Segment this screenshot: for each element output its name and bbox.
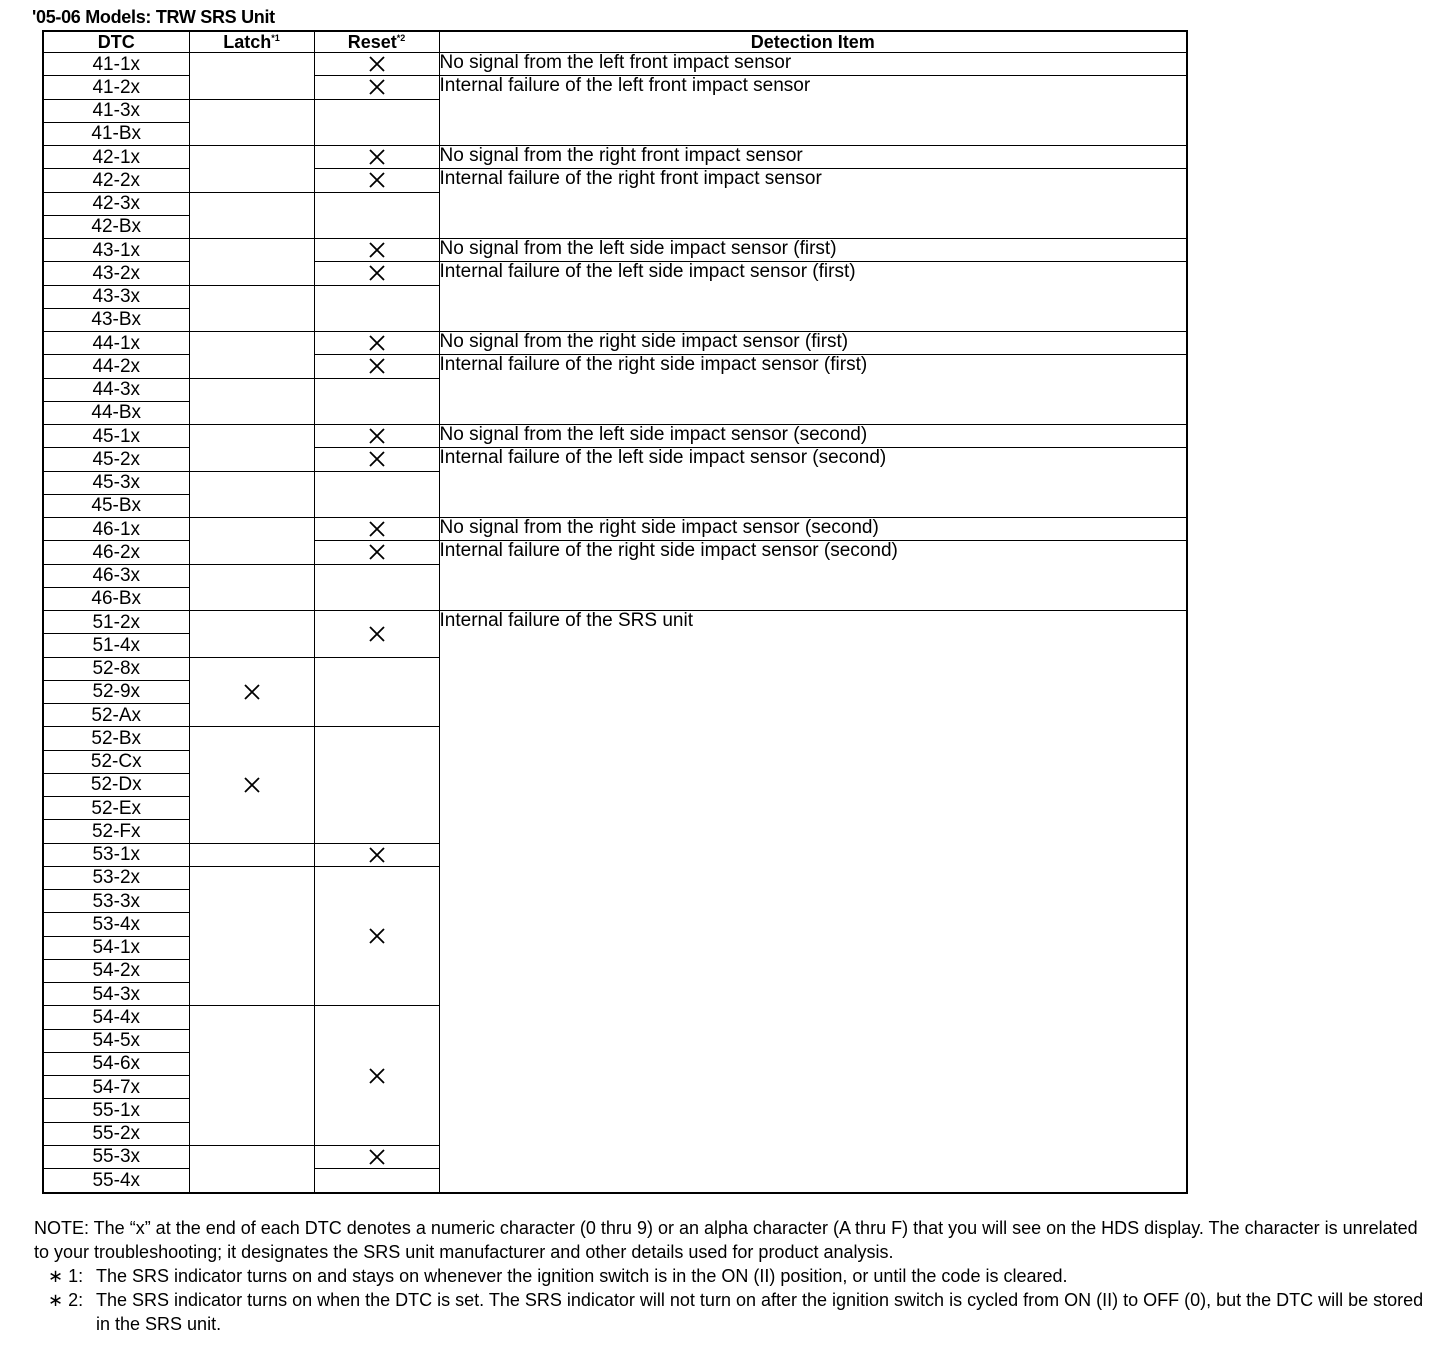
dtc-code: 42-2x [43, 169, 189, 192]
dtc-code: 43-1x [43, 239, 189, 262]
reset-x-icon [315, 335, 439, 351]
reset-cell [314, 332, 439, 355]
reset-cell [314, 843, 439, 866]
dtc-code: 54-6x [43, 1052, 189, 1075]
reset-cell [314, 76, 439, 99]
table-row [43, 239, 1187, 262]
dtc-code: 46-3x [43, 564, 189, 587]
dtc-code: 45-2x [43, 448, 189, 471]
footnote-1 [34, 1264, 1424, 1288]
detection-item: No signal from the left front impact sensor [439, 53, 1187, 76]
dtc-column-header: DTC [43, 31, 189, 53]
latch-x-icon [190, 684, 314, 700]
footnote-1-marker: ∗ 1: [48, 1266, 84, 1286]
dtc-code: 52-Fx [43, 820, 189, 843]
table-header-row [43, 31, 1187, 53]
detection-item: Internal failure of the SRS unit [439, 611, 1187, 1194]
reset-cell [314, 99, 439, 146]
dtc-code: 43-2x [43, 262, 189, 285]
reset-cell [314, 425, 439, 448]
dtc-code: 51-4x [43, 634, 189, 657]
detection-item: No signal from the left side impact sensor (first) [439, 239, 1187, 262]
reset-cell [314, 262, 439, 285]
latch-cell [189, 425, 314, 472]
reset-cell [314, 518, 439, 541]
table-body [43, 53, 1187, 1194]
latch-x-icon [190, 777, 314, 793]
dtc-code: 55-4x [43, 1169, 189, 1194]
reset-x-icon [315, 56, 439, 72]
dtc-code: 53-1x [43, 843, 189, 866]
reset-cell [314, 355, 439, 378]
reset-x-icon [315, 1149, 439, 1165]
dtc-code: 46-Bx [43, 587, 189, 610]
reset-cell [314, 1169, 439, 1194]
detection-item: No signal from the right side impact sensor (first) [439, 332, 1187, 355]
table-row [43, 518, 1187, 541]
reset-column-header: Reset$^{*2}$ [314, 31, 439, 53]
reset-cell [314, 239, 439, 262]
reset-cell [314, 727, 439, 843]
dtc-code: 52-Ex [43, 797, 189, 820]
latch-cell [189, 239, 314, 286]
footnote-2-marker: ∗ 2: [48, 1290, 84, 1310]
reset-x-icon [315, 626, 439, 642]
dtc-code: 46-2x [43, 541, 189, 564]
dtc-code: 55-3x [43, 1145, 189, 1168]
reset-x-icon [315, 428, 439, 444]
reset-cell [314, 53, 439, 76]
dtc-code: 41-1x [43, 53, 189, 76]
detection-item: No signal from the right side impact sensor (second) [439, 518, 1187, 541]
reset-x-icon [315, 544, 439, 560]
reset-x-icon [315, 521, 439, 537]
footnote-1-text: The SRS indicator turns on and stays on whenever the ignition switch is in the ON (II) position, or until the code is cleared. [96, 1266, 1068, 1286]
dtc-code: 45-Bx [43, 494, 189, 517]
detection-item: Internal failure of the right front impact sensor [439, 169, 1187, 239]
reset-cell [314, 378, 439, 425]
latch-cell [189, 192, 314, 239]
reset-x-icon [315, 79, 439, 95]
dtc-code: 45-3x [43, 471, 189, 494]
reset-x-icon [315, 847, 439, 863]
detection-item: Internal failure of the left side impact sensor (second) [439, 448, 1187, 518]
reset-x-icon [315, 265, 439, 281]
dtc-code: 42-Bx [43, 215, 189, 238]
table-row [43, 146, 1187, 169]
footnote-2 [34, 1288, 1424, 1336]
dtc-code: 41-2x [43, 76, 189, 99]
dtc-code: 43-Bx [43, 308, 189, 331]
reset-cell [314, 169, 439, 192]
reset-footnote-mark: *2 [396, 33, 406, 43]
latch-cell [189, 1145, 314, 1193]
latch-cell [189, 99, 314, 146]
latch-cell [189, 285, 314, 332]
reset-cell [314, 192, 439, 239]
reset-x-icon [315, 1068, 439, 1084]
reset-cell [314, 471, 439, 518]
latch-cell [189, 843, 314, 866]
dtc-code: 54-4x [43, 1006, 189, 1029]
dtc-code: 52-8x [43, 657, 189, 680]
dtc-code: 44-Bx [43, 401, 189, 424]
table-row [43, 332, 1187, 355]
reset-cell [314, 1006, 439, 1146]
dtc-code: 52-Ax [43, 704, 189, 727]
dtc-code: 52-Cx [43, 750, 189, 773]
dtc-code: 54-7x [43, 1076, 189, 1099]
dtc-code: 41-3x [43, 99, 189, 122]
latch-cell [189, 378, 314, 425]
dtc-code: 52-Dx [43, 773, 189, 796]
reset-cell [314, 448, 439, 471]
dtc-code: 55-1x [43, 1099, 189, 1122]
latch-cell [189, 471, 314, 518]
dtc-code: 52-9x [43, 680, 189, 703]
reset-cell [314, 1145, 439, 1168]
reset-x-icon [315, 451, 439, 467]
reset-x-icon [315, 358, 439, 374]
dtc-code: 52-Bx [43, 727, 189, 750]
dtc-code: 53-3x [43, 890, 189, 913]
notes-section [34, 1216, 1424, 1336]
dtc-code: 46-1x [43, 518, 189, 541]
latch-cell [189, 53, 314, 100]
dtc-code: 44-1x [43, 332, 189, 355]
dtc-code: 54-1x [43, 936, 189, 959]
detection-item: Internal failure of the right side impact sensor (first) [439, 355, 1187, 425]
dtc-code: 53-4x [43, 913, 189, 936]
latch-cell [189, 611, 314, 658]
table-row [43, 53, 1187, 76]
detection-item: Internal failure of the left side impact sensor (first) [439, 262, 1187, 332]
dtc-code: 51-2x [43, 611, 189, 634]
dtc-code: 44-3x [43, 378, 189, 401]
dtc-code: 54-5x [43, 1029, 189, 1052]
latch-cell [189, 727, 314, 843]
latch-cell [189, 146, 314, 193]
reset-cell [314, 657, 439, 727]
reset-x-icon [315, 172, 439, 188]
latch-cell [189, 518, 314, 565]
reset-cell [314, 285, 439, 332]
latch-cell [189, 866, 314, 1006]
dtc-code: 43-3x [43, 285, 189, 308]
detection-item: Internal failure of the left front impact sensor [439, 76, 1187, 146]
table-row [43, 425, 1187, 448]
dtc-code: 42-1x [43, 146, 189, 169]
reset-cell [314, 866, 439, 1006]
dtc-code: 41-Bx [43, 122, 189, 145]
dtc-code: 42-3x [43, 192, 189, 215]
latch-cell [189, 332, 314, 379]
latch-cell [189, 564, 314, 611]
latch-column-header: Latch$^{*1}$ [189, 31, 314, 53]
page-title: '05-06 Models: TRW SRS Unit [32, 7, 275, 27]
note-text: NOTE: The “x” at the end of each DTC denotes a numeric character (0 thru 9) or an alpha character (A thru F) that you will see on the HDS display. The character is unrelated to your troubleshooting; it designates the SRS unit manufacturer and other details used for product analysis. [34, 1218, 1418, 1262]
reset-x-icon [315, 928, 439, 944]
latch-cell [189, 1006, 314, 1146]
dtc-code: 53-2x [43, 866, 189, 889]
dtc-code: 45-1x [43, 425, 189, 448]
reset-x-icon [315, 242, 439, 258]
latch-footnote-mark: *1 [271, 33, 280, 43]
dtc-code: 54-3x [43, 983, 189, 1006]
reset-cell [314, 146, 439, 169]
table-row [43, 611, 1187, 634]
footnote-2-text: The SRS indicator turns on when the DTC is set. The SRS indicator will not turn on after the ignition switch is cycled from ON (II) to OFF (0), but the DTC will be stored in the SRS unit. [96, 1290, 1424, 1334]
dtc-code: 55-2x [43, 1122, 189, 1145]
dtc-table [42, 30, 1188, 1194]
detection-item: No signal from the right front impact sensor [439, 146, 1187, 169]
reset-cell [314, 541, 439, 564]
reset-cell [314, 564, 439, 611]
reset-x-icon [315, 149, 439, 165]
detection-item: Internal failure of the right side impact sensor (second) [439, 541, 1187, 611]
detection-column-header: Detection Item [439, 31, 1187, 53]
latch-cell [189, 657, 314, 727]
detection-item: No signal from the left side impact sensor (second) [439, 425, 1187, 448]
dtc-code: 44-2x [43, 355, 189, 378]
reset-cell [314, 611, 439, 658]
dtc-code: 54-2x [43, 959, 189, 982]
